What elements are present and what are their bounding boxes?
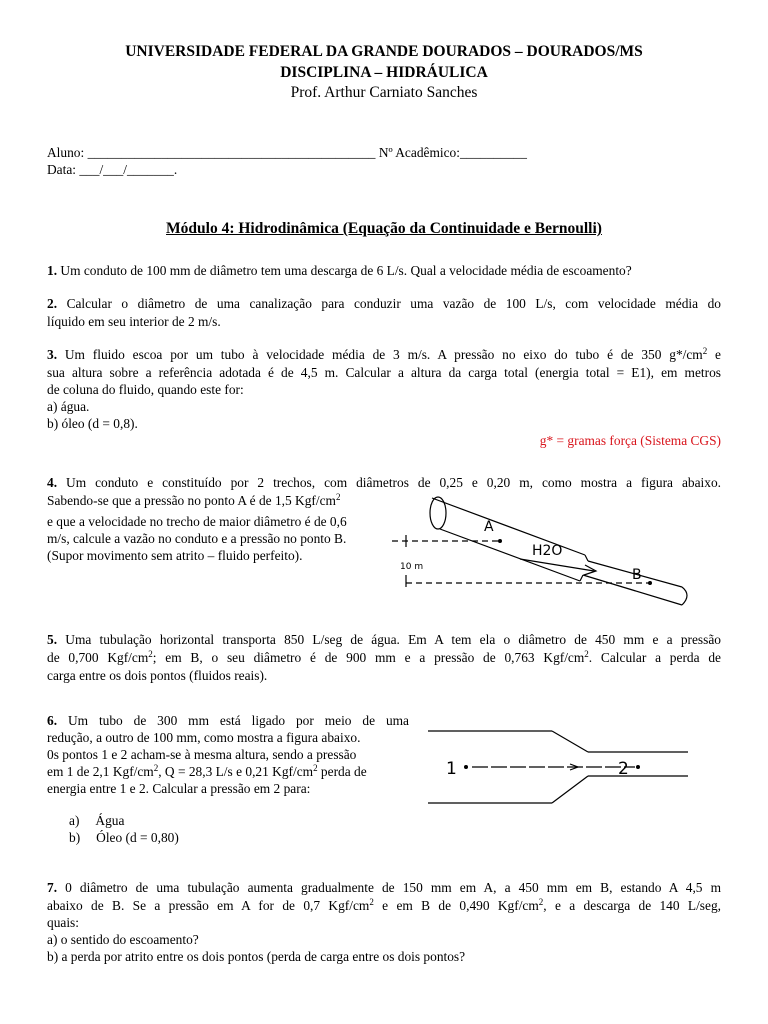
reducer-top [552, 731, 588, 752]
aluno-field[interactable]: ___________________________________________ [87, 145, 376, 160]
pipe-figure-q4 [380, 495, 720, 620]
question-4-line-3: e que a velocidade no trecho de maior diâmetro é de 0,6 [47, 514, 347, 529]
question-text: , Q = 28,3 L/s e 0,21 Kgf/cm [158, 764, 314, 779]
question-5-line-1 [47, 631, 721, 649]
superscript: 2 [313, 763, 318, 773]
academico-field[interactable]: __________ [459, 145, 527, 160]
label-height: 10 m [400, 562, 424, 572]
question-number: 2. [47, 296, 58, 311]
question-text: Calcular o diâmetro de uma canalização para conduzir uma vazão de 100 L/s, com velocidade média do [66, 296, 721, 311]
discipline-title: DISCIPLINA – HIDRÁULICA [280, 64, 488, 81]
question-4-line-2 [47, 492, 340, 510]
question-text: ; em B, o seu diâmetro é de 900 mm e a pressão de 0,763 Kgf/cm [152, 650, 585, 665]
question-3-line-1 [47, 346, 721, 364]
question-text: , e a descarga de 140 L/seg, [543, 898, 721, 913]
date-row [47, 161, 177, 179]
option-letter: a) [69, 813, 80, 828]
question-number: 1. [47, 263, 58, 278]
question-6-line-5: energia entre 1 e 2. Calcular a pressão em 2 para: [47, 781, 311, 796]
professor-name: Prof. Arthur Carniato Sanches [290, 84, 478, 101]
module-title: Módulo 4: Hidrodinâmica (Equação da Continuidade e Bernoulli) [166, 220, 602, 237]
question-text: perda de [317, 764, 367, 779]
reducer-top [585, 555, 588, 561]
question-text: 0 diâmetro de uma tubulação aumenta gradualmente de 150 mm em A, a 450 mm em B, estando A 4,5 m [65, 880, 721, 895]
question-1 [47, 262, 632, 280]
question-5-line-3: carga entre os dois pontos (fluidos reais). [47, 668, 268, 683]
question-4-line-4: m/s, calcule a vazão no conduto e a pressão no ponto B. [47, 531, 347, 546]
label-point-1: 1 [446, 759, 457, 779]
question-text: . Calcular a perda de [588, 650, 721, 665]
question-text: abaixo de B. Se a pressão em A for de 0,7 Kgf/cm [47, 898, 370, 913]
question-3-option-b: b) óleo (d = 0,8). [47, 416, 138, 431]
question-7-option-b: b) a perda por atrito entre os dois pontos (perda de carga entre os dois pontos? [47, 949, 466, 964]
question-6-option-b [69, 829, 179, 847]
question-2-line-1 [47, 295, 721, 313]
question-4-line-1 [47, 474, 721, 492]
point-a-marker [498, 539, 502, 543]
question-7-line-1 [47, 879, 721, 897]
question-number: 7. [47, 880, 58, 895]
question-7-option-a: a) o sentido do escoamento? [47, 932, 199, 947]
academico-label: Nº Acadêmico: [378, 145, 460, 160]
student-name-row [47, 144, 527, 162]
question-text: Um fluido escoa por um tubo à velocidade média de 3 m/s. A pressão no eixo do tubo é de 350 g*/cm [64, 347, 703, 362]
question-text: de 0,700 Kgf/cm [47, 650, 149, 665]
pipe-outlet-arc [682, 587, 687, 605]
superscript: 2 [369, 897, 374, 907]
label-fluid: H2O [532, 543, 563, 559]
question-number: 4. [47, 475, 58, 490]
question-text: em 1 de 2,1 Kgf/cm [47, 764, 154, 779]
label-point-b: B [632, 567, 642, 583]
question-6-line-3: 0s pontos 1 e 2 acham-se à mesma altura, sendo a pressão [47, 747, 357, 762]
question-2-line-2: líquido em seu interior de 2 m/s. [47, 314, 221, 329]
point-b-marker [648, 581, 652, 585]
question-text: Um conduto e constituído por 2 trechos, com diâmetros de 0,25 e 0,20 m, como mostra a figura abaixo. [66, 475, 721, 490]
question-number: 5. [47, 632, 58, 647]
question-number: 6. [47, 713, 58, 728]
superscript: 2 [538, 897, 544, 907]
question-7-line-2 [47, 897, 721, 915]
data-field[interactable]: ___/___/_______. [79, 162, 178, 177]
question-text: e [707, 347, 721, 362]
question-7-line-3: quais: [47, 915, 79, 930]
question-3-option-a: a) água. [47, 399, 90, 414]
question-3-note: g* = gramas força (Sistema CGS) [539, 433, 721, 448]
question-6-line-1 [47, 712, 409, 730]
label-point-2: 2 [618, 759, 629, 779]
label-point-a: A [484, 519, 494, 535]
question-4-line-5: (Supor movimento sem atrito – fluido perfeito). [47, 548, 303, 563]
point-1-marker [464, 765, 468, 769]
superscript: 2 [148, 649, 153, 659]
superscript: 2 [584, 649, 589, 659]
superscript: 2 [335, 492, 341, 502]
question-number: 3. [47, 347, 58, 362]
question-5-line-2 [47, 649, 721, 667]
question-text: e em B de 0,490 Kgf/cm [373, 898, 539, 913]
superscript: 2 [153, 763, 159, 773]
option-text: Óleo (d = 0,80) [96, 830, 179, 845]
aluno-label: Aluno: [47, 145, 85, 160]
option-letter: b) [69, 830, 81, 845]
question-text: Um conduto de 100 mm de diâmetro tem uma descarga de 6 L/s. Qual a velocidade média de escoamento? [60, 263, 632, 278]
reducer-bottom [580, 575, 583, 581]
question-6-option-a [69, 812, 124, 830]
option-text: Água [95, 813, 125, 828]
question-6-line-2: redução, a outro de 100 mm, como mostra a figura abaixo. [47, 730, 361, 745]
reduction-figure-q6 [420, 720, 700, 815]
university-title: UNIVERSIDADE FEDERAL DA GRANDE DOURADOS – DOURADOS/MS [125, 43, 643, 60]
question-6-line-4 [47, 763, 367, 781]
question-3-line-3: de coluna do fluido, quando este for: [47, 382, 244, 397]
question-text: Sabendo-se que a pressão no ponto A é de 1,5 Kgf/cm [47, 493, 336, 508]
flow-arrow-line [520, 559, 594, 571]
question-text: Um tubo de 300 mm está ligado por meio de uma [67, 713, 409, 728]
reducer-bottom [552, 776, 588, 803]
superscript: 2 [702, 346, 708, 356]
question-text: Uma tubulação horizontal transporta 850 L/seg de água. Em A tem ela o diâmetro de 450 mm e a pressão [65, 632, 721, 647]
data-label: Data: [47, 162, 76, 177]
question-3-line-2: sua altura sobre a referência adotada é de 4,5 m. Calcular a altura da carga total (energia total = E1), em metros [47, 365, 721, 380]
point-2-marker [636, 765, 640, 769]
